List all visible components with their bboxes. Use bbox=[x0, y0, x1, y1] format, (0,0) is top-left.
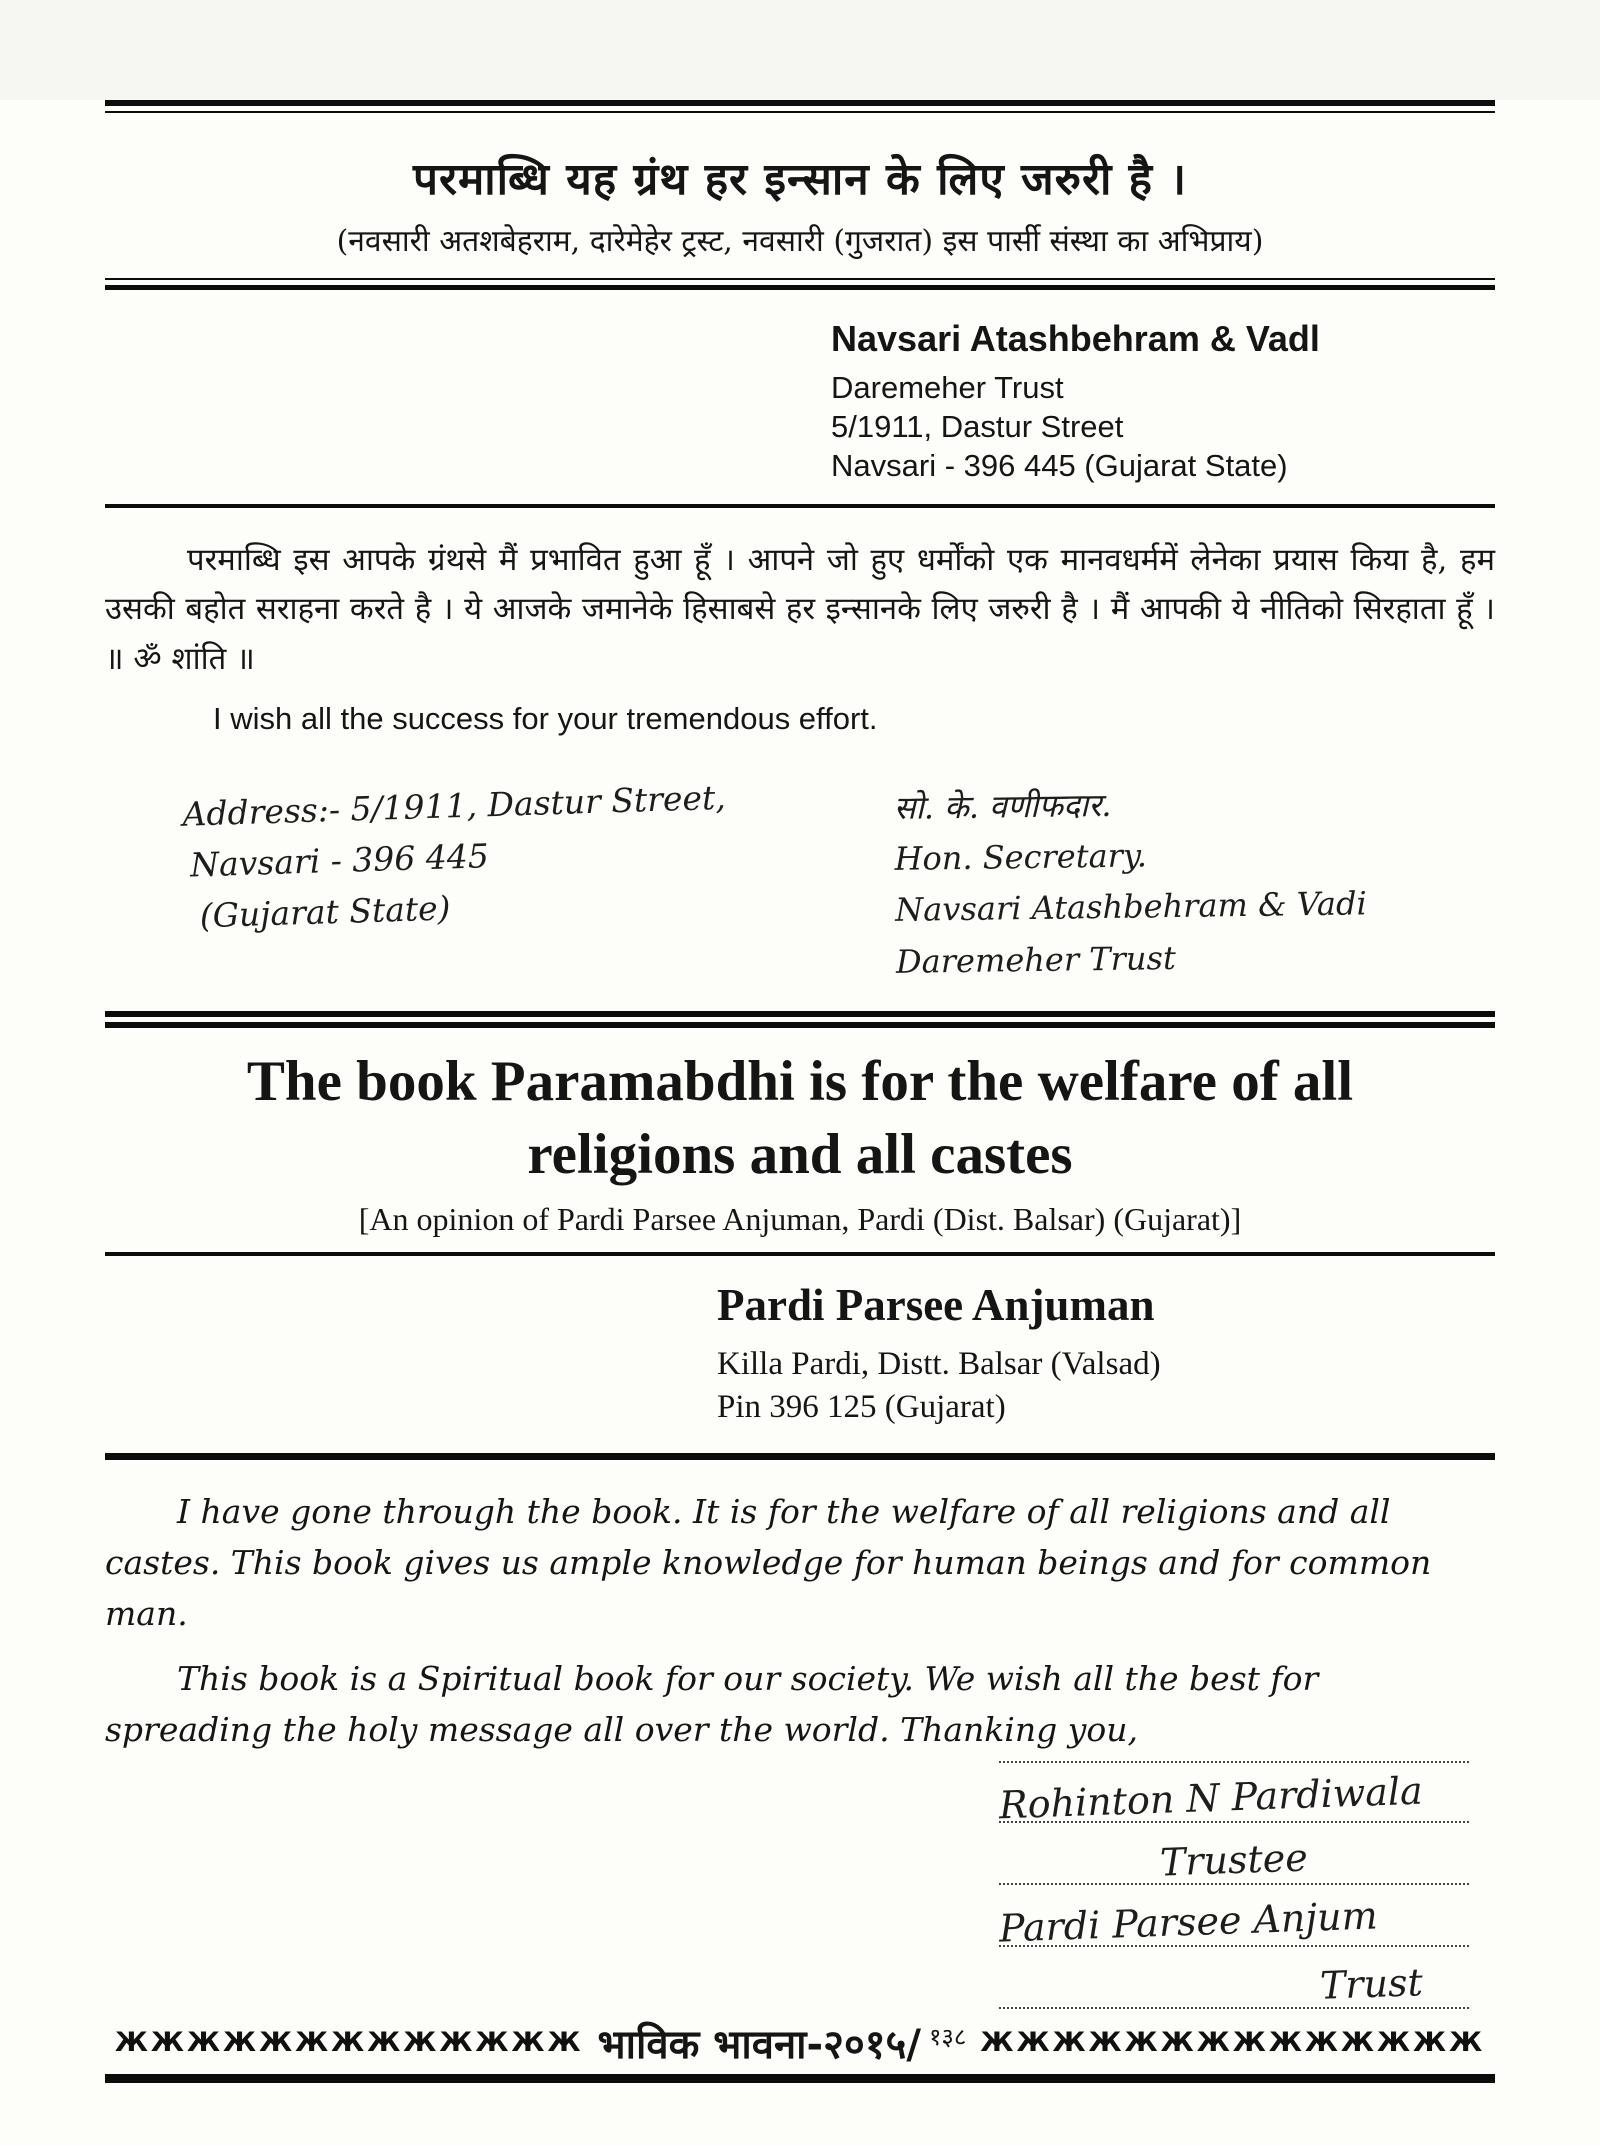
pardi-address-block bbox=[717, 1276, 1495, 1428]
heading-line-2: religions and all castes bbox=[527, 1122, 1073, 1186]
pardi-org-name: Pardi Parsee Anjuman bbox=[717, 1280, 1155, 1331]
navsari-address-block bbox=[831, 316, 1495, 486]
handwritten-signatory-block bbox=[894, 775, 1457, 1001]
scanned-book-page bbox=[0, 100, 1600, 2145]
hindi-page-subtitle: (नवसारी अतशबेहराम, दारेमेहेर ट्रस्ट, नवसारी (गुजरात) इस पार्सी संस्था का अभिप्राय) bbox=[336, 224, 1264, 259]
footer-series-label: भाविक भावना-२०१५/ bbox=[597, 2022, 921, 2068]
signature-org: Pardi Parsee Anjum bbox=[998, 1893, 1379, 1951]
handwritten-signatory-org: Navsari Atashbehram & Vadi bbox=[895, 884, 1367, 929]
footer-page-number: १३८ bbox=[928, 2023, 967, 2051]
handwritten-signatory-org2: Daremeher Trust bbox=[895, 938, 1177, 981]
header-divider-rule bbox=[105, 278, 1495, 290]
pardi-address-line: Killa Pardi, Distt. Balsar (Valsad) bbox=[717, 1345, 1161, 1382]
handwritten-address-line: (Gujarat State) bbox=[199, 888, 452, 936]
signature-name-row bbox=[998, 1761, 1469, 1828]
handwritten-address-line: Navsari - 396 445 bbox=[189, 835, 490, 885]
footer-ornament-row bbox=[105, 2015, 1495, 2070]
signature-title: Trustee bbox=[1159, 1835, 1309, 1885]
signature-org-row bbox=[998, 1885, 1469, 1951]
signature-block bbox=[999, 1761, 1469, 2009]
hindi-page-title: परमाब्धि यह ग्रंथ हर इन्सान के लिए जरुरी है । bbox=[412, 154, 1188, 205]
navsari-address-line: Daremeher Trust bbox=[831, 369, 1064, 405]
navsari-address-line: 5/1911, Dastur Street bbox=[831, 409, 1124, 445]
handwritten-address-line: Address:- 5/1911, Dastur Street, bbox=[181, 777, 727, 834]
pardi-divider-rule bbox=[105, 1453, 1495, 1460]
signature-name: Rohinton N Pardiwala bbox=[998, 1768, 1424, 1828]
footer-bottom-rule bbox=[105, 2074, 1495, 2083]
handwriting-section bbox=[105, 779, 1495, 997]
navsari-org-name: Navsari Atashbehram & Vadl bbox=[831, 318, 1320, 359]
footer-ornament-left: ЖЖЖЖЖЖЖЖЖЖЖЖЖ bbox=[114, 2027, 584, 2058]
section-divider-heavy-rule bbox=[105, 1011, 1495, 1028]
navsari-address-line: Navsari - 396 445 (Gujarat State) bbox=[831, 448, 1288, 484]
english-section-heading bbox=[105, 1046, 1495, 1192]
handwritten-address-block bbox=[182, 769, 809, 1006]
signature-org2: Trust bbox=[1319, 1959, 1424, 2008]
address-divider-rule bbox=[105, 504, 1495, 508]
hindi-testimonial-paragraph: परमाब्धि इस आपके ग्रंथसे मैं प्रभावित हुआ हूँ । आपने जो हुए धर्मोंको एक मानवधर्ममें लेनेका प्रयास किया है, हम उसकी बहोत सराहना करते है । ये आजके जमानेके हिसाबसे हर इन्सानके लिए जरुरी है । मैं आपकी ये नीतिको सिरहाता हूँ । ॥ ॐ शांति ॥ bbox=[105, 541, 1495, 677]
signature-org2-row bbox=[999, 1947, 1469, 2009]
pardi-address-line: Pin 396 125 (Gujarat) bbox=[717, 1388, 1006, 1425]
signature-title-row bbox=[999, 1823, 1469, 1885]
heading-line-1: The book Paramabdhi is for the welfare of all bbox=[246, 1049, 1354, 1113]
footer-ornament-right: ЖЖЖЖЖЖЖЖЖЖЖЖЖЖ bbox=[980, 2027, 1486, 2058]
handwritten-signatory-name: सो. के. वणीफदार. bbox=[893, 785, 1112, 827]
opinion-attribution-line: [An opinion of Pardi Parsee Anjuman, Pardi (Dist. Balsar) (Gujarat)] bbox=[358, 1201, 1242, 1238]
handwritten-signatory-title: Hon. Secretary. bbox=[894, 836, 1148, 878]
heading-divider-rule bbox=[105, 1252, 1495, 1256]
page-footer bbox=[105, 2015, 1495, 2083]
testimonial-paragraph-2: This book is a Spiritual book for our society. We wish all the best for spreading the holy message all over the world. Thanking you, bbox=[105, 1659, 1319, 1750]
english-testimonial-line: I wish all the success for your tremendous effort. bbox=[213, 700, 878, 736]
testimonial-paragraph-1: I have gone through the book. It is for the welfare of all religions and all castes. This book gives us ample knowledge for human beings and for common man. bbox=[105, 1491, 1432, 1634]
top-double-rule bbox=[105, 100, 1495, 113]
